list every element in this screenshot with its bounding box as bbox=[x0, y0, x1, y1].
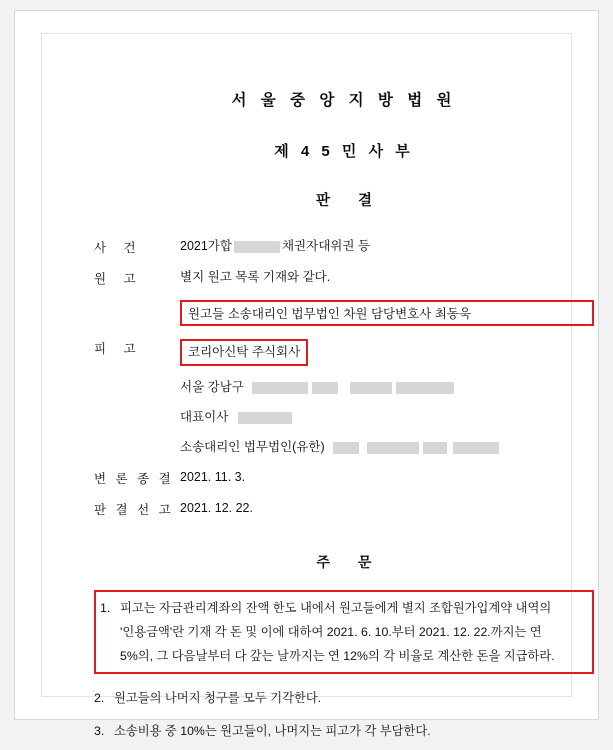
redaction-block bbox=[396, 382, 454, 394]
order-section-title: 주 문 bbox=[316, 554, 384, 570]
redaction-block bbox=[333, 442, 359, 454]
plaintiff-counsel-highlight bbox=[180, 300, 594, 326]
order-item-1-highlight bbox=[94, 590, 594, 674]
redaction-block bbox=[367, 442, 419, 454]
defendant-row bbox=[94, 339, 594, 366]
case-number-prefix: 2021가합 bbox=[180, 239, 232, 253]
order-line: 5%의, 그 다음날부터 다 갚는 날까지는 연 12%의 각 비율로 계산한 돈을 지급하라. bbox=[120, 649, 555, 663]
judgment-date-row bbox=[94, 500, 594, 518]
document-inner-border bbox=[41, 33, 572, 738]
order-item-number: 2. bbox=[94, 691, 105, 705]
plaintiff-counsel-text: 원고들 소송대리인 법무법인 차원 담당변호사 최동욱 bbox=[188, 307, 472, 321]
defendant-address-row bbox=[94, 379, 594, 396]
redaction-block bbox=[453, 442, 499, 454]
indent-spacer bbox=[94, 409, 180, 426]
judgment-date-label: 판 결 선 고 bbox=[94, 503, 174, 517]
case-number-suffix: 채권자대위권 등 bbox=[281, 239, 370, 253]
defendant-label: 피 고 bbox=[94, 342, 143, 356]
document-type-title: 판 결 bbox=[315, 193, 385, 209]
order-line: 피고는 자금관리계좌의 잔액 한도 내에서 원고들에게 별지 조합원가입계약 내역의 bbox=[120, 601, 552, 615]
order-item-text bbox=[120, 596, 586, 668]
indent-spacer bbox=[94, 300, 180, 326]
indent-spacer bbox=[94, 379, 180, 396]
defendant-name-text: 코리아신탁 주식회사 bbox=[188, 345, 301, 359]
defendant-name-highlight bbox=[180, 339, 308, 366]
defendant-counsel-row bbox=[94, 439, 594, 456]
closing-date-value: 2021. 11. 3. bbox=[180, 470, 246, 484]
order-item bbox=[94, 686, 594, 711]
defendant-address-prefix: 서울 강남구 bbox=[180, 380, 244, 394]
plaintiff-counsel-row bbox=[94, 300, 594, 326]
redaction-block bbox=[234, 241, 280, 253]
redaction-block bbox=[350, 382, 392, 394]
order-item-number: 3. bbox=[94, 724, 105, 738]
defendant-value bbox=[180, 339, 594, 366]
case-number-label: 사 건 bbox=[94, 241, 143, 255]
order-list bbox=[94, 590, 594, 744]
redaction-block bbox=[238, 412, 292, 424]
order-item-text: 원고들의 나머지 청구를 모두 기각한다. bbox=[114, 691, 322, 705]
order-item bbox=[94, 719, 594, 744]
case-number-row bbox=[94, 238, 594, 256]
defendant-rep-value bbox=[180, 409, 594, 426]
court-title: 서 울 중 앙 지 방 법 원 bbox=[231, 92, 457, 109]
closing-date-label: 변 론 종 결 bbox=[94, 472, 174, 486]
defendant-rep-row bbox=[94, 409, 594, 426]
plaintiff-value: 별지 원고 목록 기재와 같다. bbox=[180, 270, 331, 284]
order-line: '인용금액'란 기재 각 돈 및 이에 대하여 2021. 6. 10.부터 2021. 12. 22.까지는 연 bbox=[120, 625, 542, 639]
plaintiff-row bbox=[94, 269, 594, 287]
plaintiff-counsel-wrap bbox=[180, 300, 594, 326]
defendant-counsel-prefix: 소송대리인 법무법인(유한) bbox=[180, 440, 325, 454]
redaction-block bbox=[423, 442, 447, 454]
order-item-number: 1. bbox=[100, 601, 111, 615]
closing-date-row bbox=[94, 469, 594, 487]
indent-spacer bbox=[94, 439, 180, 456]
judgment-date-value: 2021. 12. 22. bbox=[180, 501, 253, 515]
plaintiff-label: 원 고 bbox=[94, 272, 143, 286]
redaction-block bbox=[312, 382, 338, 394]
document-content bbox=[94, 80, 594, 750]
defendant-address-value bbox=[180, 379, 594, 396]
redaction-block bbox=[252, 382, 308, 394]
court-division: 제 4 5 민 사 부 bbox=[274, 143, 414, 160]
document-page bbox=[14, 10, 599, 738]
case-fields bbox=[94, 238, 594, 518]
defendant-rep-label: 대표이사 bbox=[180, 410, 229, 424]
order-item-text: 소송비용 중 10%는 원고들이, 나머지는 피고가 각 부담한다. bbox=[114, 724, 431, 738]
case-number-value bbox=[180, 238, 594, 255]
defendant-counsel-value bbox=[180, 439, 594, 456]
order-item bbox=[100, 596, 586, 668]
